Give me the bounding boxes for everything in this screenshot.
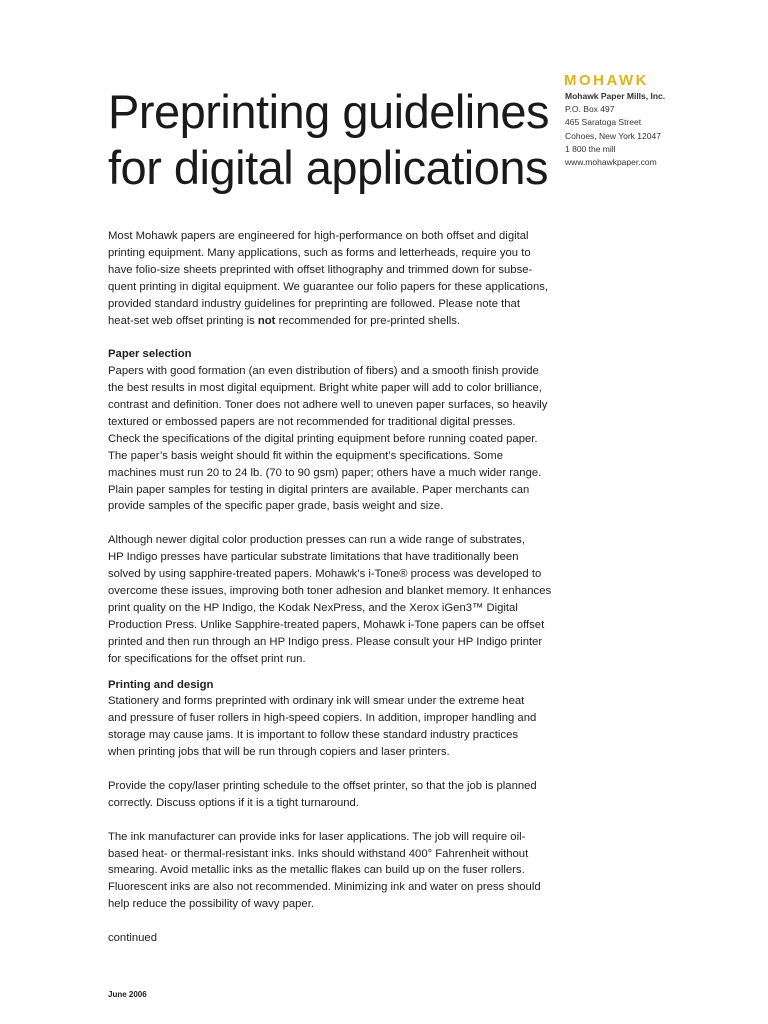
text-line: The ink manufacturer can provide inks for laser applications. The job will require oil- xyxy=(108,830,526,843)
text-line: contrast and definition. Toner does not adhere well to uneven paper surfaces, so heavily xyxy=(108,399,548,412)
text-line: Although newer digital color production presses can run a wide range of substrates, xyxy=(108,534,525,547)
website: www.mohawkpaper.com xyxy=(565,157,657,168)
text-line: provided standard industry guidelines for preprinting are followed. Please note that xyxy=(108,297,520,310)
title-line: Preprinting guidelines xyxy=(108,85,550,138)
city-address: Cohoes, New York 12047 xyxy=(565,130,661,141)
emphasis-not: not xyxy=(257,314,276,327)
section-heading-printing-design: Printing and design xyxy=(108,678,214,691)
continued-note xyxy=(108,930,578,947)
text-line: Most Mohawk papers are engineered for high-performance on both offset and digital xyxy=(108,230,529,242)
intro-paragraph xyxy=(108,228,578,329)
text-line: help reduce the possibility of wavy paper. xyxy=(108,898,314,911)
text-line: the best results in most digital equipment. Bright white paper will add to color brilliance, xyxy=(108,382,542,395)
text-line: and pressure of fuser rollers in high-speed copiers. In addition, improper handling and xyxy=(108,712,537,725)
text-line: provide samples of the specific paper grade, basis weight and size. xyxy=(108,500,444,513)
text-line: have folio-size sheets preprinted with offset lithography and trimmed down for subse- xyxy=(108,263,533,276)
text-line: HP Indigo presses have particular substrate limitations that have traditionally been xyxy=(108,551,519,564)
text-line: overcome these issues, improving both toner adhesion and blanket memory. It enhances xyxy=(108,585,552,597)
page-title xyxy=(108,84,568,196)
street-address: 465 Saratoga Street xyxy=(565,117,642,128)
text-line: Provide the copy/laser printing schedule to the offset printer, so that the job is planned xyxy=(108,779,537,792)
text-line: quent printing in digital equipment. We guarantee our folio papers for these applications, xyxy=(108,280,549,293)
text-fragment: heat-set web offset printing is xyxy=(108,314,258,327)
text-fragment: recommended for pre-printed shells. xyxy=(275,314,461,327)
title-line: for digital applications xyxy=(108,141,548,194)
text-line: Plain paper samples for testing in digital printers are available. Paper merchants can xyxy=(108,483,530,496)
hp-indigo-paragraph xyxy=(108,532,578,667)
company-address-block xyxy=(565,72,755,169)
text-line: Production Press. Unlike Sapphire-treated papers, Mohawk i-Tone papers can be offset xyxy=(108,618,545,631)
document-body xyxy=(108,228,578,947)
text-line: storage may cause jams. It is important to follow these standard industry practices xyxy=(108,729,519,742)
schedule-paragraph xyxy=(108,778,578,812)
text-line: Check the specifications of the digital printing equipment before running coated paper. xyxy=(108,432,538,445)
text-line: print quality on the HP Indigo, the Kodak NexPress, and the Xerox iGen3™ Digital xyxy=(108,601,518,614)
text-line: Stationery and forms preprinted with ordinary ink will smear under the extreme heat xyxy=(108,695,525,708)
phone: 1 800 the mill xyxy=(565,143,616,154)
text-line: for specifications for the offset print run. xyxy=(108,652,306,665)
text-line: based heat- or thermal-resistant inks. Inks should withstand 400° Fahrenheit without xyxy=(108,847,529,860)
text-line: machines must run 20 to 24 lb. (70 to 90 gsm) paper; others have a much wider range. xyxy=(108,466,542,479)
text-line: solved by using sapphire-treated papers. Mohawk’s i-Tone® process was developed to xyxy=(108,568,542,581)
text-line: The paper’s basis weight should fit within the equipment’s specifications. Some xyxy=(108,449,503,462)
text-line: smearing. Avoid metallic inks as the metallic flakes can build up on the fuser rollers. xyxy=(108,864,525,877)
text-line: textured or embossed papers are not recommended for traditional digital presses. xyxy=(108,415,516,428)
text-line: Papers with good formation (an even distribution of fibers) and a smooth finish provide xyxy=(108,365,539,378)
section-heading-paper-selection: Paper selection xyxy=(108,348,192,361)
text-line: printed and then run through an HP Indigo press. Please consult your HP Indigo printer xyxy=(108,635,543,648)
text-line: continued xyxy=(108,932,157,945)
mohawk-logo: MOHAWK xyxy=(564,72,649,89)
text-line: when printing jobs that will be run through copiers and laser printers. xyxy=(108,746,450,759)
po-box: P.O. Box 497 xyxy=(565,104,615,115)
text-line: Fluorescent inks are also not recommended. Minimizing ink and water on press should xyxy=(108,881,541,894)
printing-design-paragraph xyxy=(108,677,578,762)
ink-paragraph xyxy=(108,829,578,914)
text-line: correctly. Discuss options if it is a tight turnaround. xyxy=(108,796,359,809)
company-name: Mohawk Paper Mills, Inc. xyxy=(565,91,666,101)
text-line: printing equipment. Many applications, such as forms and letterheads, require you to xyxy=(108,246,531,259)
footer-date: June 2006 xyxy=(108,990,147,999)
paper-selection-paragraph xyxy=(108,346,578,515)
text-line xyxy=(108,313,578,330)
